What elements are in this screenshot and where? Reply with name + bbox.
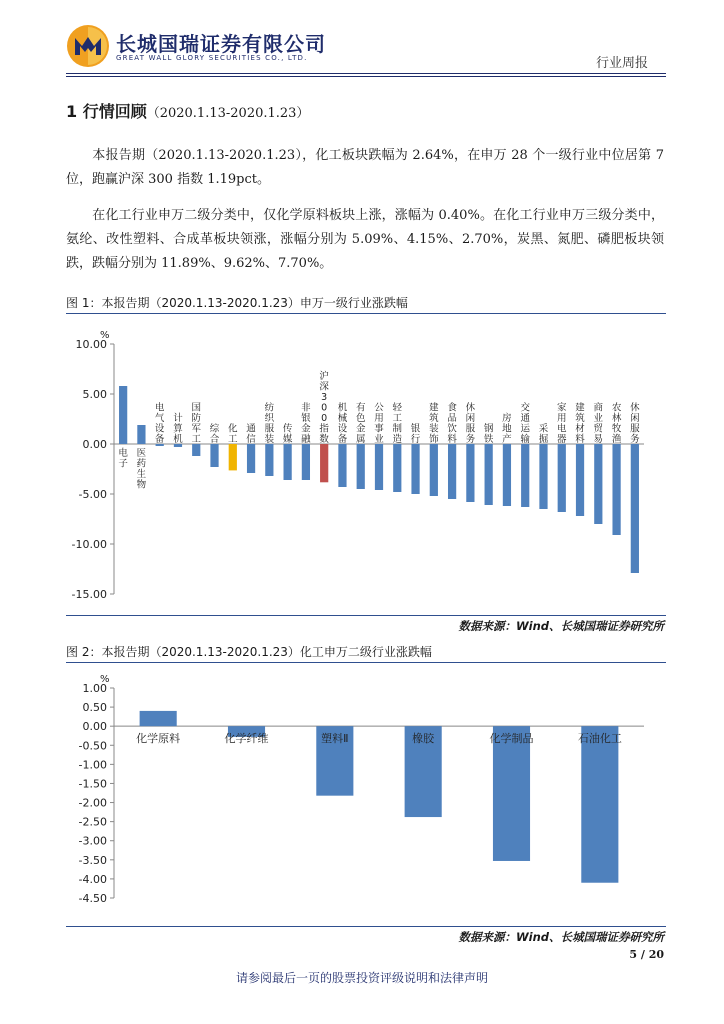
category-label: 农林牧渔 <box>611 402 622 445</box>
paragraph-1-text: 本报告期（2020.1.13-2020.1.23），化工板块跌幅为 2.64%，在申万 28 个一级行业中位居第 7 位，跑赢沪深 300 指数 1.19pct。 <box>66 148 664 187</box>
category-label: 纺织服装 <box>264 402 275 445</box>
category-label: 轻工制造 <box>392 402 403 445</box>
figure-2-top-rule <box>66 662 666 663</box>
category-label: 化工 <box>228 423 238 445</box>
y-unit-label: % <box>100 330 110 341</box>
y-tick-label: 5.00 <box>82 388 107 401</box>
bar-非银金融 <box>302 444 310 480</box>
bar-纺织服装 <box>265 444 273 476</box>
y-tick-label: -15.00 <box>71 588 107 601</box>
section-heading-title: 1 行情回顾 <box>66 102 147 121</box>
category-label: 采掘 <box>538 423 549 445</box>
category-label: 商业贸易 <box>593 402 604 445</box>
bar-交通运输 <box>521 444 529 507</box>
category-label: 化学纤维 <box>224 732 269 746</box>
bar-公用事业 <box>375 444 383 490</box>
page-number: 5 / 20 <box>629 948 664 961</box>
bar-食品饮料 <box>448 444 456 499</box>
figure-1-title: 图 1：本报告期（2020.1.13-2020.1.23）申万一级行业涨跌幅 <box>66 296 408 310</box>
company-name-en: GREAT WALL GLORY SECURITIES CO., LTD. <box>116 54 308 62</box>
bar-家用电器 <box>558 444 566 512</box>
category-label: 综合 <box>209 423 220 445</box>
bar-国防军工 <box>192 444 200 456</box>
bar-医药生物 <box>137 425 145 444</box>
bar-石油化工 <box>581 726 618 883</box>
category-label: 房地产 <box>502 413 512 445</box>
category-label: 塑料Ⅱ <box>321 732 349 746</box>
figure-1-chart <box>66 318 666 612</box>
y-tick-label: -10.00 <box>71 538 107 551</box>
bar-有色金属 <box>357 444 365 489</box>
bar-综合 <box>210 444 218 467</box>
header-rule <box>66 73 666 74</box>
paragraph-2-text: 在化工行业申万二级分类中，仅化学原料板块上涨，涨幅为 0.40%。在化工行业申万三级分类中，氨纶、改性塑料、合成革板块领涨，涨幅分别为 5.09%、4.15%、2.70%，炭黑、氮肥、磷肥板块领跌，跌幅分别为 11.89%、9.62%、7.70%。 <box>66 208 664 271</box>
y-tick-label: -4.00 <box>78 872 107 886</box>
category-label: 休闲服务 <box>630 402 640 445</box>
category-label: 有色金属 <box>355 402 366 445</box>
company-logo <box>66 24 110 68</box>
bar-沪深300指数 <box>320 444 328 482</box>
category-label: 电子 <box>118 448 128 470</box>
bar-休闲服务 <box>631 444 639 573</box>
bar-农林牧渔 <box>612 444 620 535</box>
category-label: 通信 <box>246 423 256 445</box>
category-label: 化学制品 <box>489 732 534 746</box>
y-tick-label: -5.00 <box>78 488 107 501</box>
y-tick-label: -3.00 <box>78 834 107 848</box>
bar-化学制品 <box>493 726 530 861</box>
y-tick-label: 0.00 <box>82 720 107 734</box>
category-label: 石油化工 <box>577 732 622 746</box>
bar-传媒 <box>284 444 292 480</box>
y-tick-label: -3.50 <box>78 853 107 867</box>
bar-电子 <box>119 386 127 444</box>
category-label: 家用电器 <box>557 402 567 445</box>
bar-采掘 <box>539 444 547 509</box>
figure-2-bottom-rule <box>66 926 666 927</box>
category-label: 电气设备 <box>154 402 165 445</box>
category-label: 传媒 <box>282 423 293 445</box>
bar-钢铁 <box>485 444 493 505</box>
figure-1-bottom-rule <box>66 615 666 616</box>
category-label: 银行 <box>410 423 421 445</box>
category-label: 建筑材料 <box>575 402 585 445</box>
bar-休闲服务 <box>466 444 474 502</box>
paragraph-1 <box>66 144 664 192</box>
legal-footer: 请参阅最后一页的股票投资评级说明和法律声明 <box>235 971 488 985</box>
bar-房地产 <box>503 444 511 506</box>
y-tick-label: -2.00 <box>78 796 107 810</box>
figure-2-chart <box>66 668 666 922</box>
y-tick-label: -4.50 <box>78 892 107 905</box>
category-label: 沪深 3 0 0 指数 <box>319 371 329 445</box>
y-tick-label: 10.00 <box>75 338 107 351</box>
figure-2-title: 图 2：本报告期（2020.1.13-2020.1.23）化工申万二级行业涨跌幅 <box>66 645 432 659</box>
figure-1-top-rule <box>66 313 666 314</box>
bar-建筑材料 <box>576 444 584 516</box>
bar-商业贸易 <box>594 444 602 524</box>
category-label: 国防军工 <box>191 402 201 445</box>
section-heading <box>66 99 309 122</box>
figure-1-source: 数据来源：Wind、长城国瑞证券研究所 <box>458 619 664 633</box>
bar-建筑装饰 <box>430 444 438 496</box>
category-label: 非银金融 <box>301 402 311 445</box>
category-label: 化学原料 <box>136 732 181 746</box>
report-type: 行业周报 <box>596 56 649 71</box>
category-label: 公用事业 <box>374 402 384 445</box>
y-tick-label: 0.50 <box>82 701 107 715</box>
y-tick-label: 0.00 <box>82 438 107 451</box>
bar-银行 <box>411 444 419 494</box>
category-label: 建筑装饰 <box>429 402 439 445</box>
y-tick-label: -0.50 <box>78 739 107 753</box>
y-unit-label: % <box>100 674 110 685</box>
category-label: 钢铁 <box>483 423 494 445</box>
category-label: 医药生物 <box>136 448 147 491</box>
bar-轻工制造 <box>393 444 401 492</box>
category-label: 计算机 <box>173 413 183 445</box>
y-tick-label: -1.50 <box>78 777 107 791</box>
figure-2-source: 数据来源：Wind、长城国瑞证券研究所 <box>458 930 664 944</box>
company-name: 长城国瑞证券有限公司 <box>116 32 326 56</box>
bar-化工 <box>229 444 237 470</box>
header-rule-thin <box>66 76 666 77</box>
bar-通信 <box>247 444 255 473</box>
category-label: 机械设备 <box>337 402 348 445</box>
category-label: 食品饮料 <box>447 402 457 445</box>
category-label: 交通运输 <box>520 402 530 445</box>
bar-机械设备 <box>338 444 346 487</box>
y-tick-label: -2.50 <box>78 815 107 829</box>
y-tick-label: 1.00 <box>82 682 107 695</box>
y-tick-label: -1.00 <box>78 758 107 772</box>
bar-化学原料 <box>140 711 177 726</box>
category-label: 橡胶 <box>412 732 435 746</box>
paragraph-2 <box>66 204 664 276</box>
category-label: 休闲服务 <box>465 402 476 445</box>
section-heading-period: （2020.1.13-2020.1.23） <box>146 106 310 121</box>
